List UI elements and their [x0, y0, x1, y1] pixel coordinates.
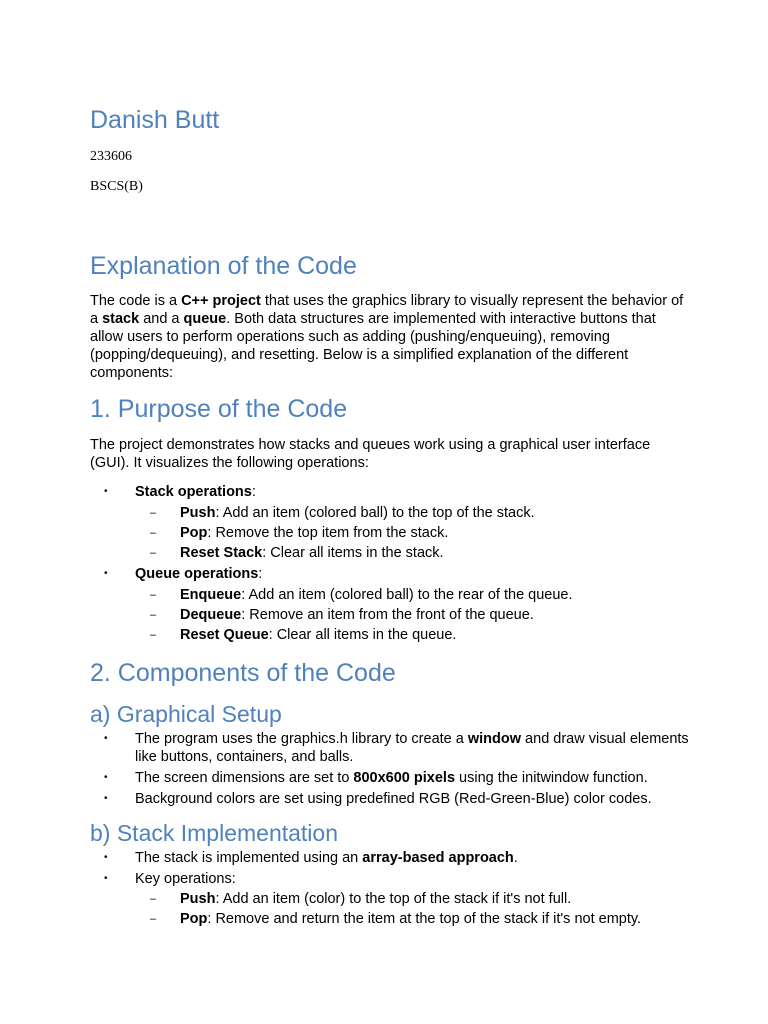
list-item-dequeue: – Dequeue: Remove an item from the front of the queue. [90, 606, 690, 624]
list-item-background-colors: • Background colors are set using predefined RGB (Red-Green-Blue) color codes. [90, 790, 690, 808]
stack-implementation-list [90, 849, 690, 928]
list-item-stack-pop: – Pop: Remove and return the item at the top of the stack if it's not empty. [90, 910, 690, 928]
purpose-heading: 1. Purpose of the Code [90, 395, 348, 423]
components-heading: 2. Components of the Code [90, 659, 396, 687]
list-item-key-operations: • Key operations: [90, 870, 690, 888]
graphical-setup-heading: a) Graphical Setup [90, 701, 282, 727]
purpose-intro: The project demonstrates how stacks and queues work using a graphical user interface (GUI). It visualizes the following operations: [90, 437, 651, 471]
list-item-graphics-window: • The program uses the graphics.h library to create a window and draw visual elements like buttons, containers, and balls. [90, 730, 690, 766]
list-item-stack-push: – Push: Add an item (color) to the top of the stack if it's not full. [90, 890, 690, 908]
graphical-setup-list [90, 730, 690, 808]
student-class: BSCS(B) [90, 179, 143, 194]
explanation-paragraph: The code is a C++ project that uses the graphics library to visually represent the behavior of a stack and a queue. Both data structures are implemented with interactive buttons that allow users to perform operations such as adding (pushing/enqueuing), removing (popping/dequeuing), and resetting. Below is a simplified explanation of the different components: [90, 293, 684, 381]
list-item-reset-queue: – Reset Queue: Clear all items in the queue. [90, 626, 690, 644]
list-item-array-approach: • The stack is implemented using an array-based approach. [90, 849, 690, 867]
list-item-stack-operations: • Stack operations: [90, 483, 690, 501]
student-id: 233606 [90, 149, 132, 164]
author-name: Danish Butt [90, 106, 220, 134]
list-item-push: – Push: Add an item (colored ball) to the top of the stack. [90, 504, 690, 522]
stack-implementation-heading: b) Stack Implementation [90, 820, 339, 846]
list-item-pop: – Pop: Remove the top item from the stack. [90, 524, 690, 542]
list-item-enqueue: – Enqueue: Add an item (colored ball) to the rear of the queue. [90, 586, 690, 604]
list-item-reset-stack: – Reset Stack: Clear all items in the stack. [90, 544, 690, 562]
list-item-screen-dimensions: • The screen dimensions are set to 800x600 pixels using the initwindow function. [90, 769, 690, 787]
list-item-queue-operations: • Queue operations: [90, 565, 690, 583]
explanation-heading: Explanation of the Code [90, 252, 357, 280]
purpose-operations-list [90, 483, 690, 644]
